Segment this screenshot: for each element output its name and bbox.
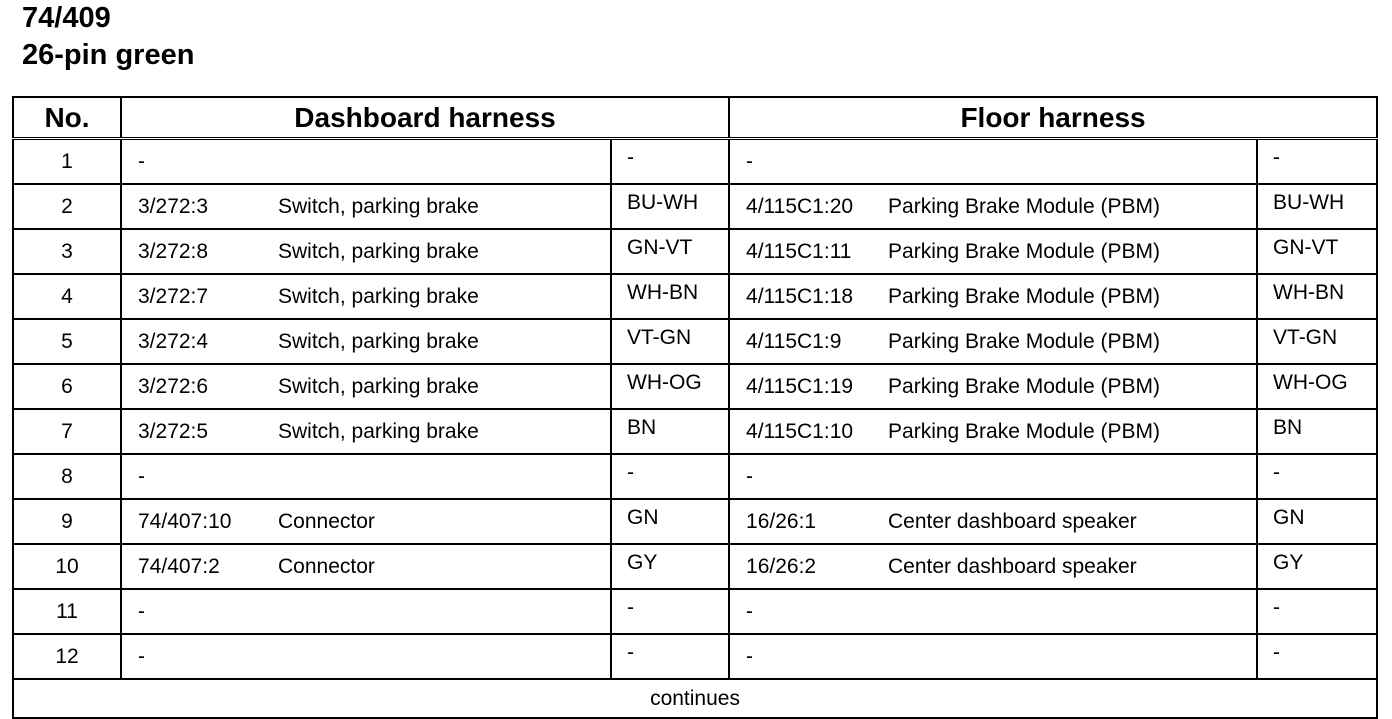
floor-wire-color: BN bbox=[1257, 409, 1377, 454]
pin-number: 6 bbox=[13, 364, 121, 409]
floor-wire-color: GY bbox=[1257, 544, 1377, 589]
floor-harness-cell bbox=[729, 319, 1257, 364]
floor-wire-color: GN bbox=[1257, 499, 1377, 544]
dashboard-terminal: 3/272:7 bbox=[138, 284, 209, 308]
floor-wire-color: - bbox=[1257, 139, 1377, 185]
floor-component: Center dashboard speaker bbox=[888, 509, 1137, 533]
floor-wire-color: WH-OG bbox=[1257, 364, 1377, 409]
floor-terminal: 4/115C1:10 bbox=[746, 419, 854, 443]
header-dashboard-harness: Dashboard harness bbox=[121, 97, 729, 139]
dashboard-component: Switch, parking brake bbox=[278, 329, 479, 353]
dashboard-wire-color: BU-WH bbox=[611, 184, 729, 229]
table-row bbox=[13, 139, 1377, 185]
floor-harness-cell bbox=[729, 139, 1257, 185]
pin-number: 7 bbox=[13, 409, 121, 454]
dashboard-terminal: 3/272:4 bbox=[138, 329, 209, 353]
dashboard-harness-cell bbox=[121, 184, 611, 229]
table-row bbox=[13, 364, 1377, 409]
floor-wire-color: VT-GN bbox=[1257, 319, 1377, 364]
table-row bbox=[13, 589, 1377, 634]
floor-component: Parking Brake Module (PBM) bbox=[888, 329, 1160, 353]
dashboard-terminal: - bbox=[138, 149, 145, 173]
dashboard-harness-cell bbox=[121, 319, 611, 364]
floor-terminal: - bbox=[746, 599, 754, 623]
dashboard-terminal: - bbox=[138, 644, 145, 668]
pin-number: 11 bbox=[13, 589, 121, 634]
dashboard-wire-color: WH-BN bbox=[611, 274, 729, 319]
floor-harness-cell bbox=[729, 499, 1257, 544]
table-row bbox=[13, 409, 1377, 454]
floor-wire-color: - bbox=[1257, 454, 1377, 499]
header-no: No. bbox=[13, 97, 121, 139]
dashboard-wire-color: WH-OG bbox=[611, 364, 729, 409]
dashboard-terminal: 74/407:2 bbox=[138, 554, 220, 578]
dashboard-harness-cell bbox=[121, 499, 611, 544]
dashboard-harness-cell bbox=[121, 139, 611, 185]
dashboard-wire-color: GY bbox=[611, 544, 729, 589]
dashboard-terminal: - bbox=[138, 599, 145, 623]
floor-terminal: 16/26:2 bbox=[746, 554, 817, 578]
dashboard-wire-color: - bbox=[611, 139, 729, 185]
floor-harness-cell bbox=[729, 364, 1257, 409]
floor-component: Parking Brake Module (PBM) bbox=[888, 239, 1160, 263]
pin-number: 4 bbox=[13, 274, 121, 319]
dashboard-harness-cell bbox=[121, 364, 611, 409]
connector-description: 26-pin green bbox=[22, 39, 195, 71]
floor-wire-color: - bbox=[1257, 589, 1377, 634]
dashboard-wire-color: BN bbox=[611, 409, 729, 454]
dashboard-terminal: 3/272:3 bbox=[138, 194, 209, 218]
floor-component: Center dashboard speaker bbox=[888, 554, 1137, 578]
dashboard-harness-cell bbox=[121, 409, 611, 454]
floor-component: Parking Brake Module (PBM) bbox=[888, 284, 1160, 308]
floor-terminal: 4/115C1:9 bbox=[746, 329, 842, 353]
table-row bbox=[13, 274, 1377, 319]
floor-wire-color: WH-BN bbox=[1257, 274, 1377, 319]
dashboard-component: Switch, parking brake bbox=[278, 284, 479, 308]
dashboard-harness-cell bbox=[121, 544, 611, 589]
floor-harness-cell bbox=[729, 274, 1257, 319]
floor-wire-color: BU-WH bbox=[1257, 184, 1377, 229]
floor-harness-cell bbox=[729, 544, 1257, 589]
table-row bbox=[13, 319, 1377, 364]
dashboard-terminal: 3/272:8 bbox=[138, 239, 209, 263]
dashboard-terminal: 3/272:5 bbox=[138, 419, 209, 443]
floor-harness-cell bbox=[729, 634, 1257, 679]
table-row bbox=[13, 499, 1377, 544]
dashboard-harness-cell bbox=[121, 229, 611, 274]
floor-component: Parking Brake Module (PBM) bbox=[888, 194, 1160, 218]
dashboard-wire-color: - bbox=[611, 454, 729, 499]
pin-number: 2 bbox=[13, 184, 121, 229]
pin-number: 9 bbox=[13, 499, 121, 544]
floor-harness-cell bbox=[729, 184, 1257, 229]
dashboard-component: Connector bbox=[278, 554, 375, 578]
dashboard-component: Switch, parking brake bbox=[278, 419, 479, 443]
floor-terminal: 4/115C1:18 bbox=[746, 284, 854, 308]
floor-wire-color: - bbox=[1257, 634, 1377, 679]
dashboard-harness-cell bbox=[121, 634, 611, 679]
header-row bbox=[13, 97, 1377, 139]
pin-number: 5 bbox=[13, 319, 121, 364]
dashboard-terminal: 3/272:6 bbox=[138, 374, 209, 398]
dashboard-harness-cell bbox=[121, 274, 611, 319]
document-heading bbox=[22, 0, 194, 74]
dashboard-harness-cell bbox=[121, 589, 611, 634]
pin-number: 12 bbox=[13, 634, 121, 679]
dashboard-component: Switch, parking brake bbox=[278, 374, 479, 398]
continues-note: continues bbox=[13, 679, 1377, 718]
dashboard-wire-color: - bbox=[611, 634, 729, 679]
dashboard-terminal: 74/407:10 bbox=[138, 509, 232, 533]
floor-terminal: 4/115C1:20 bbox=[746, 194, 854, 218]
dashboard-component: Connector bbox=[278, 509, 375, 533]
table-row bbox=[13, 544, 1377, 589]
table-row bbox=[13, 634, 1377, 679]
floor-terminal: - bbox=[746, 644, 754, 668]
dashboard-wire-color: - bbox=[611, 589, 729, 634]
pin-number: 10 bbox=[13, 544, 121, 589]
floor-harness-cell bbox=[729, 454, 1257, 499]
footer-row bbox=[13, 679, 1377, 718]
floor-harness-cell bbox=[729, 409, 1257, 454]
table-row bbox=[13, 184, 1377, 229]
pin-number: 1 bbox=[13, 139, 121, 185]
floor-harness-cell bbox=[729, 229, 1257, 274]
dashboard-terminal: - bbox=[138, 464, 145, 488]
floor-component: Parking Brake Module (PBM) bbox=[888, 419, 1160, 443]
pinout-table bbox=[12, 96, 1378, 719]
floor-wire-color: GN-VT bbox=[1257, 229, 1377, 274]
dashboard-component: Switch, parking brake bbox=[278, 194, 479, 218]
table-row bbox=[13, 454, 1377, 499]
floor-harness-cell bbox=[729, 589, 1257, 634]
floor-terminal: - bbox=[746, 149, 754, 173]
floor-terminal: 16/26:1 bbox=[746, 509, 817, 533]
dashboard-wire-color: VT-GN bbox=[611, 319, 729, 364]
table-row bbox=[13, 229, 1377, 274]
pin-number: 8 bbox=[13, 454, 121, 499]
dashboard-component: Switch, parking brake bbox=[278, 239, 479, 263]
floor-terminal: 4/115C1:11 bbox=[746, 239, 852, 263]
dashboard-wire-color: GN-VT bbox=[611, 229, 729, 274]
floor-terminal: 4/115C1:19 bbox=[746, 374, 854, 398]
dashboard-harness-cell bbox=[121, 454, 611, 499]
dashboard-wire-color: GN bbox=[611, 499, 729, 544]
header-floor-harness: Floor harness bbox=[729, 97, 1377, 139]
connector-id: 74/409 bbox=[22, 2, 111, 34]
floor-terminal: - bbox=[746, 464, 754, 488]
pin-number: 3 bbox=[13, 229, 121, 274]
floor-component: Parking Brake Module (PBM) bbox=[888, 374, 1160, 398]
